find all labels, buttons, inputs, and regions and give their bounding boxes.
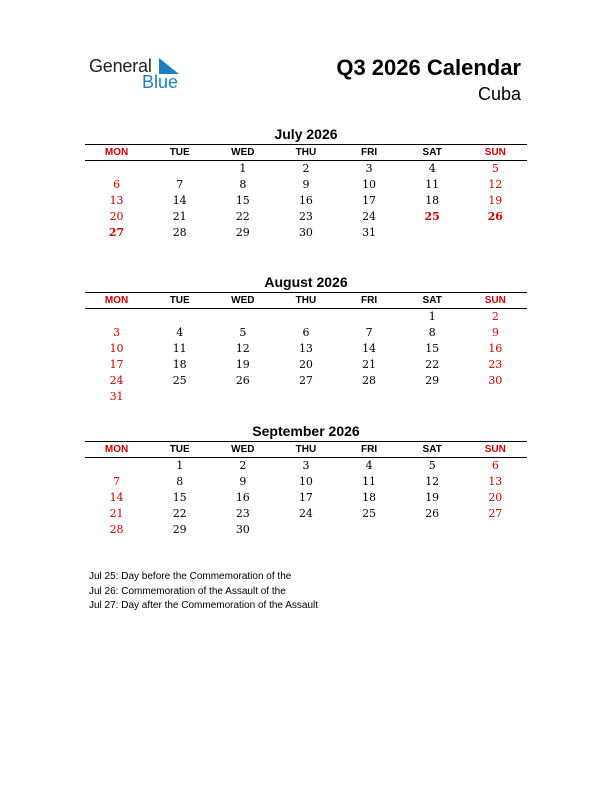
holiday-note: Jul 25: Day before the Commemoration of the	[89, 571, 292, 582]
day-cell: 12	[235, 342, 250, 355]
brand-blue-text: Blue	[142, 72, 179, 92]
week-row	[85, 458, 527, 474]
day-cell: 9	[239, 475, 247, 488]
day-cell: 21	[362, 358, 377, 371]
day-cell: 30	[235, 523, 250, 536]
day-cell: 7	[113, 475, 121, 488]
day-cell: 26	[487, 210, 503, 223]
month-block	[85, 125, 527, 241]
weekday-header	[85, 441, 527, 458]
day-cell	[464, 522, 527, 538]
day-cell	[85, 309, 148, 325]
day-cell: 1	[428, 310, 436, 323]
day-cell: 17	[298, 491, 313, 504]
day-cell: 3	[302, 459, 310, 472]
day-cell	[274, 389, 337, 405]
day-cell: 12	[488, 178, 503, 191]
day-cell: 4	[365, 459, 373, 472]
day-cell: 16	[235, 491, 250, 504]
day-cell: 19	[488, 194, 503, 207]
day-cell: 4	[428, 162, 436, 175]
week-row	[85, 193, 527, 209]
holiday-note: Jul 26: Commemoration of the Assault of the	[89, 585, 286, 597]
day-cell: 5	[491, 162, 499, 175]
week-row	[85, 490, 527, 506]
brand-logo	[89, 56, 189, 96]
weekday-label: SAT	[422, 147, 442, 158]
day-cell	[211, 309, 274, 325]
day-cell: 13	[298, 342, 313, 355]
day-cell: 16	[488, 342, 503, 355]
day-cell: 25	[362, 507, 377, 520]
day-cell: 24	[109, 374, 124, 387]
day-cell	[148, 389, 211, 405]
day-cell: 3	[365, 162, 373, 175]
day-cell: 29	[172, 523, 187, 536]
weekday-label: SAT	[422, 295, 442, 306]
day-cell: 11	[362, 475, 377, 488]
day-cell: 25	[424, 210, 440, 223]
weekday-label: TUE	[169, 295, 190, 306]
day-cell: 30	[488, 374, 503, 387]
day-cell: 17	[362, 194, 377, 207]
weekday-label: SUN	[484, 444, 506, 455]
weekday-label: SUN	[484, 147, 506, 158]
weekday-label: MON	[104, 147, 129, 158]
day-cell	[464, 225, 527, 241]
day-cell: 30	[298, 226, 313, 239]
weekday-label: WED	[231, 444, 255, 455]
day-cell: 9	[491, 326, 499, 339]
day-cell: 10	[362, 178, 377, 191]
day-cell: 20	[298, 358, 313, 371]
day-cell	[464, 389, 527, 405]
week-row	[85, 389, 527, 405]
day-cell: 28	[362, 374, 377, 387]
weekday-label: SAT	[422, 444, 442, 455]
day-cell: 11	[172, 342, 187, 355]
weekday-label: SUN	[484, 295, 506, 306]
week-row	[85, 341, 527, 357]
day-cell: 23	[298, 210, 313, 223]
day-cell: 24	[298, 507, 313, 520]
weekday-label: FRI	[361, 147, 378, 158]
week-row	[85, 225, 527, 241]
brand-general-text: General	[89, 56, 152, 76]
day-cell: 2	[491, 310, 499, 323]
day-cell: 17	[109, 358, 124, 371]
day-cell: 5	[239, 326, 247, 339]
weekday-header	[85, 144, 527, 161]
day-cell: 19	[425, 491, 440, 504]
weekday-label: FRI	[361, 444, 378, 455]
day-cell	[338, 389, 401, 405]
day-cell: 28	[109, 523, 124, 536]
day-cell	[85, 458, 148, 474]
day-cell: 18	[172, 358, 187, 371]
day-cell: 2	[239, 459, 247, 472]
holiday-notes	[89, 570, 318, 614]
week-row	[85, 474, 527, 490]
month-block	[85, 422, 527, 538]
week-row	[85, 177, 527, 193]
weekday-label: MON	[104, 295, 129, 306]
day-cell: 25	[172, 374, 187, 387]
week-row	[85, 209, 527, 225]
week-row	[85, 309, 527, 325]
day-cell: 10	[298, 475, 313, 488]
day-cell: 15	[425, 342, 440, 355]
week-row	[85, 522, 527, 538]
day-cell	[274, 309, 337, 325]
holiday-note: Jul 27: Day after the Commemoration of the Assault	[89, 600, 318, 611]
day-cell: 14	[109, 491, 124, 504]
day-cell: 2	[302, 162, 310, 175]
weekday-label: WED	[231, 147, 255, 158]
weekday-label: THU	[295, 295, 317, 306]
day-cell: 6	[491, 459, 499, 472]
day-cell: 7	[176, 178, 184, 191]
day-cell: 26	[235, 374, 250, 387]
day-cell: 18	[362, 491, 377, 504]
day-cell: 4	[176, 326, 184, 339]
day-cell: 6	[113, 178, 121, 191]
day-cell: 19	[235, 358, 250, 371]
day-cell: 5	[428, 459, 436, 472]
weekday-label: FRI	[361, 295, 378, 306]
day-cell: 27	[298, 374, 313, 387]
day-cell: 27	[488, 507, 503, 520]
day-cell	[401, 522, 464, 538]
day-cell: 12	[425, 475, 440, 488]
day-cell: 15	[235, 194, 250, 207]
weekday-label: TUE	[169, 444, 190, 455]
day-cell: 8	[176, 475, 184, 488]
month-title: July 2026	[274, 126, 338, 142]
day-cell	[401, 225, 464, 241]
day-cell: 24	[362, 210, 377, 223]
country-name: Cuba	[477, 84, 521, 104]
day-cell	[148, 309, 211, 325]
day-cell	[401, 389, 464, 405]
weekday-label: WED	[231, 295, 255, 306]
week-row	[85, 161, 527, 177]
month-title: September 2026	[252, 423, 360, 439]
day-cell: 31	[362, 226, 377, 239]
day-cell: 9	[302, 178, 310, 191]
day-cell: 1	[176, 459, 184, 472]
weekday-header	[85, 292, 527, 309]
day-cell: 7	[365, 326, 373, 339]
day-cell: 31	[109, 390, 124, 403]
day-cell: 16	[298, 194, 313, 207]
day-cell	[211, 389, 274, 405]
day-cell	[338, 522, 401, 538]
day-cell: 13	[488, 475, 503, 488]
day-cell	[85, 161, 148, 177]
day-cell: 13	[109, 194, 124, 207]
day-cell: 8	[239, 178, 247, 191]
month-title: August 2026	[264, 274, 348, 290]
day-cell	[274, 522, 337, 538]
day-cell: 21	[172, 210, 187, 223]
week-row	[85, 357, 527, 373]
day-cell	[338, 309, 401, 325]
day-cell: 29	[425, 374, 440, 387]
week-row	[85, 373, 527, 389]
day-cell: 21	[109, 507, 124, 520]
weekday-label: MON	[104, 444, 129, 455]
month-block	[85, 273, 527, 405]
day-cell: 26	[425, 507, 440, 520]
day-cell	[148, 161, 211, 177]
day-cell: 14	[362, 342, 377, 355]
day-cell: 6	[302, 326, 310, 339]
weekday-label: THU	[295, 147, 317, 158]
day-cell: 22	[235, 210, 250, 223]
day-cell: 22	[172, 507, 187, 520]
day-cell: 23	[488, 358, 503, 371]
day-cell: 20	[109, 210, 124, 223]
day-cell: 23	[235, 507, 250, 520]
day-cell: 22	[425, 358, 440, 371]
week-row	[85, 325, 527, 341]
day-cell: 10	[109, 342, 124, 355]
day-cell: 11	[425, 178, 440, 191]
day-cell: 28	[172, 226, 187, 239]
day-cell: 14	[172, 194, 187, 207]
day-cell: 18	[425, 194, 440, 207]
day-cell: 20	[488, 491, 503, 504]
week-row	[85, 506, 527, 522]
day-cell: 3	[113, 326, 121, 339]
day-cell: 15	[172, 491, 187, 504]
day-cell: 1	[239, 162, 247, 175]
weekday-label: TUE	[169, 147, 190, 158]
weekday-label: THU	[295, 444, 317, 455]
day-cell: 27	[108, 226, 125, 239]
page-title: Q3 2026 Calendar	[336, 55, 521, 80]
day-cell: 8	[428, 326, 436, 339]
day-cell: 29	[235, 226, 250, 239]
